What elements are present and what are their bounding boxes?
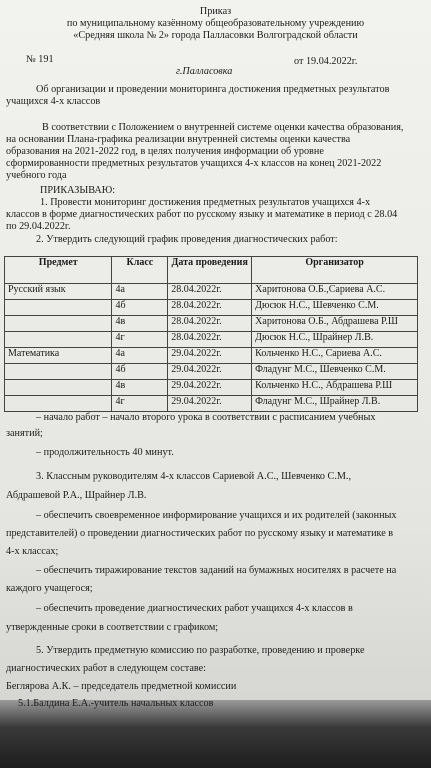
cell-subject xyxy=(5,300,112,316)
org-line-2: «Средняя школа № 2» города Палласовки Волгоградской области xyxy=(73,30,358,41)
preamble-line-4: сформированности предметных результатов учащихся 4-х классов на конец 2021-2022 xyxy=(6,158,382,169)
cell-date: 29.04.2022г. xyxy=(168,364,252,380)
item3-bullet1-line-1: – обеспечить своевременное информирование учащихся и их родителей (законных xyxy=(36,510,397,521)
item3-bullet2-line-2: каждого учащегося; xyxy=(6,583,93,594)
cell-subject: Математика xyxy=(5,348,112,364)
city: г.Палласовка xyxy=(176,66,233,77)
item5-line-2: диагностических работ в следующем составе: xyxy=(6,663,206,674)
cell-date: 29.04.2022г. xyxy=(168,396,252,412)
order-date: от 19.04.2022г. xyxy=(294,56,358,67)
cell-organizer: Фладунг М.С., Шевченко С.М. xyxy=(252,364,418,380)
cell-date: 29.04.2022г. xyxy=(168,348,252,364)
table-row xyxy=(5,396,418,412)
preamble-line-3: образования на 2021-2022 год, в целях получения информации об уровне xyxy=(6,146,324,157)
item3-line-1: 3. Классным руководителям 4-х классов Сариевой А.С., Шевченко С.М., xyxy=(36,471,352,482)
table-row xyxy=(5,332,418,348)
cell-class: 4б xyxy=(112,364,168,380)
col-header-organizer: Организатор xyxy=(252,257,418,284)
title-line-2: учащихся 4-х классов xyxy=(6,96,101,107)
cell-organizer: Кольченко Н.С., Сариева А.С. xyxy=(252,348,418,364)
cell-organizer: Харитонова О.Б., Абдрашева Р.Ш xyxy=(252,316,418,332)
cell-subject xyxy=(5,396,112,412)
table-row xyxy=(5,284,418,300)
cell-organizer: Фладунг М.С., Шрайнер Л.В. xyxy=(252,396,418,412)
order-word: ПРИКАЗЫВАЮ: xyxy=(40,185,116,196)
item1-line-2: классов в форме диагностических работ по русскому языку и математике в период с 28.04 xyxy=(6,209,398,220)
org-line-1: по муниципальному казённому общеобразовательному учреждению xyxy=(66,18,365,29)
cell-organizer: Дюсюк Н.С., Шевченко С.М. xyxy=(252,300,418,316)
item3-bullet3-line-2: утвержденные сроки в соответствии с графиком; xyxy=(6,622,219,633)
item1-line-1: 1. Провести мониторинг достижения предметных результатов учащихся 4-х xyxy=(40,197,371,208)
item3-bullet3-line-1: – обеспечить проведение диагностических работ учащихся 4-х классов в xyxy=(36,603,353,614)
cell-class: 4г xyxy=(112,332,168,348)
col-header-date: Дата проведения xyxy=(168,257,252,284)
cell-date: 28.04.2022г. xyxy=(168,332,252,348)
table-row xyxy=(5,364,418,380)
item3-line-2: Абдрашевой Р.А., Шрайнер Л.В. xyxy=(6,490,147,501)
cell-class: 4б xyxy=(112,300,168,316)
cell-subject: Русский язык xyxy=(5,284,112,300)
table-row xyxy=(5,380,418,396)
cell-subject xyxy=(5,380,112,396)
table-header-row xyxy=(5,257,418,284)
col-header-subject: Предмет xyxy=(5,257,112,284)
cell-class: 4в xyxy=(112,380,168,396)
item3-bullet1-line-3: 4-х классах; xyxy=(6,546,59,557)
title-line-1: Об организации и проведении мониторинга достижения предметных результатов xyxy=(36,84,390,95)
cell-class: 4г xyxy=(112,396,168,412)
preamble-line-5: учебного года xyxy=(6,170,67,181)
cell-date: 28.04.2022г. xyxy=(168,316,252,332)
cell-subject xyxy=(5,316,112,332)
table-row xyxy=(5,348,418,364)
photo-bottom-edge xyxy=(0,700,431,768)
item3-bullet1-line-2: представителей) о проведении диагностических работ по русскому языку и математике в xyxy=(6,528,394,539)
timing-line-2: занятий; xyxy=(6,428,43,439)
cell-subject xyxy=(5,364,112,380)
preamble-line-2: на основании Плана-графика реализации внутренней системы оценки качества xyxy=(6,134,351,145)
item2: 2. Утвердить следующий график проведения диагностических работ: xyxy=(36,234,338,245)
cell-class: 4а xyxy=(112,348,168,364)
item5-line-1: 5. Утвердить предметную комиссию по разработке, проведению и проверке xyxy=(36,645,365,656)
cell-date: 28.04.2022г. xyxy=(168,284,252,300)
preamble-line-1: В соответствии с Положением о внутренней системе оценки качества образования, xyxy=(42,122,404,133)
table-row xyxy=(5,316,418,332)
cell-class: 4а xyxy=(112,284,168,300)
cell-organizer: Харитонова О.Б.,Сариева А.С. xyxy=(252,284,418,300)
cell-date: 29.04.2022г. xyxy=(168,380,252,396)
item3-bullet2-line-1: – обеспечить тиражирование текстов заданий на бумажных носителях в расчете на xyxy=(36,565,397,576)
cell-class: 4в xyxy=(112,316,168,332)
item1-line-3: по 29.04.2022г. xyxy=(6,221,71,232)
table-row xyxy=(5,300,418,316)
cell-subject xyxy=(5,332,112,348)
col-header-class: Класс xyxy=(112,257,168,284)
cell-organizer: Кольченко Н.С., Абдрашева Р.Ш xyxy=(252,380,418,396)
timing-line-1: – начало работ – начало второго урока в соответствии с расписанием учебных xyxy=(36,412,376,423)
cell-organizer: Дюсюк Н.С., Шрайнер Л.В. xyxy=(252,332,418,348)
timing-line-3: – продолжительность 40 минут. xyxy=(36,447,174,458)
commission-chair: Беглярова А.К. – председатель предметной комиссии xyxy=(6,681,237,692)
cell-date: 28.04.2022г. xyxy=(168,300,252,316)
order-number: № 191 xyxy=(26,54,54,65)
doc-type: Приказ xyxy=(199,6,232,17)
schedule-table xyxy=(4,256,418,412)
commission-member: 5.1.Балдина Е.А.-учитель начальных классов xyxy=(18,698,214,709)
